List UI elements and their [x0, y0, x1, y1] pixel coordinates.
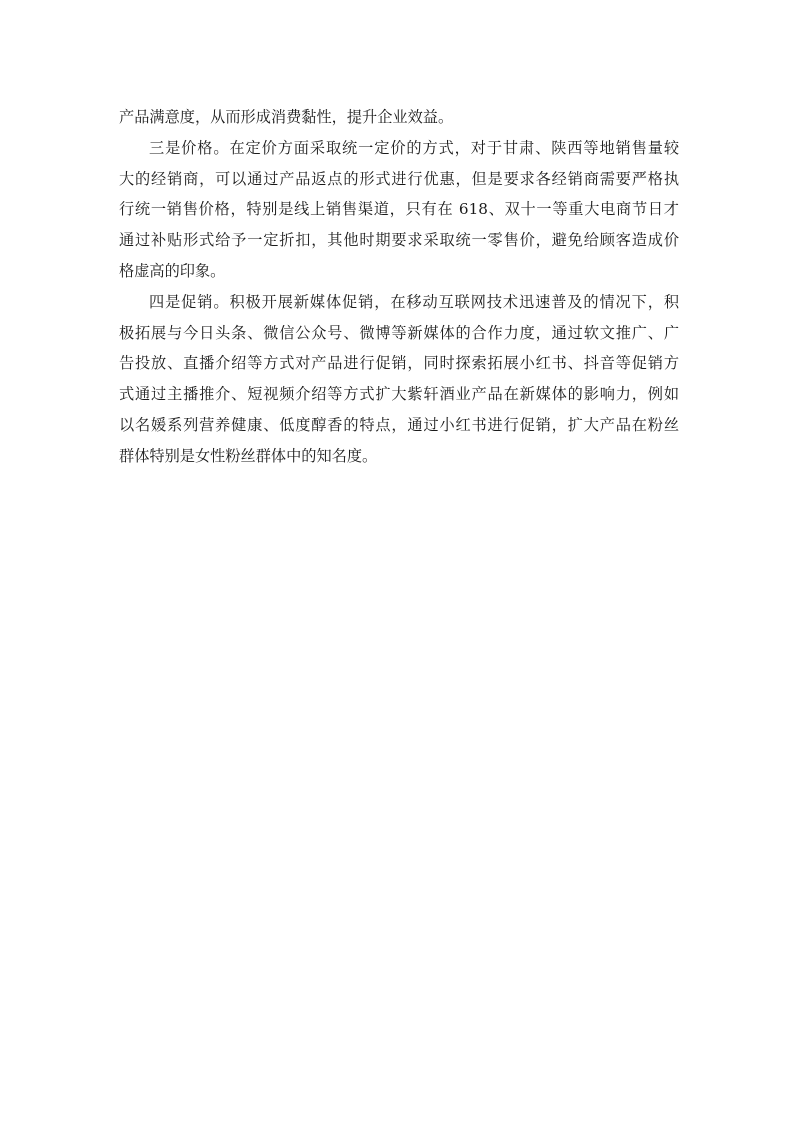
body-text	[119, 102, 679, 472]
text-line: 通过补贴形式给予一定折扣，其他时期要求采取统一零售价，避免给顾客造成价	[119, 231, 679, 250]
text-line: 四是促销。积极开展新媒体促销，在移动互联网技术迅速普及的情况下，积	[149, 292, 679, 311]
text-line: 三是价格。在定价方面采取统一定价的方式，对于甘肃、陕西等地销售量较	[149, 138, 679, 157]
text-line: 极拓展与今日头条、微信公众号、微博等新媒体的合作力度，通过软文推广、广	[119, 323, 679, 342]
text-line: 群体特别是女性粉丝群体中的知名度。	[119, 446, 378, 465]
text-line: 产品满意度，从而形成消费黏性，提升企业效益。	[119, 108, 454, 126]
text-line: 行统一销售价格，特别是线上销售渠道，只有在 618、双十一等重大电商节日才	[119, 200, 679, 219]
text-line: 格虚高的印象。	[119, 261, 226, 280]
text-line: 式通过主播推介、短视频介绍等方式扩大紫轩酒业产品在新媒体的影响力，例如	[119, 385, 679, 404]
paragraph-promotion	[119, 287, 679, 472]
paragraph-continuation	[119, 102, 679, 133]
text-line: 以名媛系列营养健康、低度醇香的特点，通过小红书进行促销，扩大产品在粉丝	[119, 415, 679, 434]
paragraph-price	[119, 133, 679, 287]
text-line: 告投放、直播介绍等方式对产品进行促销，同时探索拓展小红书、抖音等促销方	[119, 354, 679, 373]
text-line: 大的经销商，可以通过产品返点的形式进行优惠，但是要求各经销商需要严格执	[119, 169, 679, 188]
